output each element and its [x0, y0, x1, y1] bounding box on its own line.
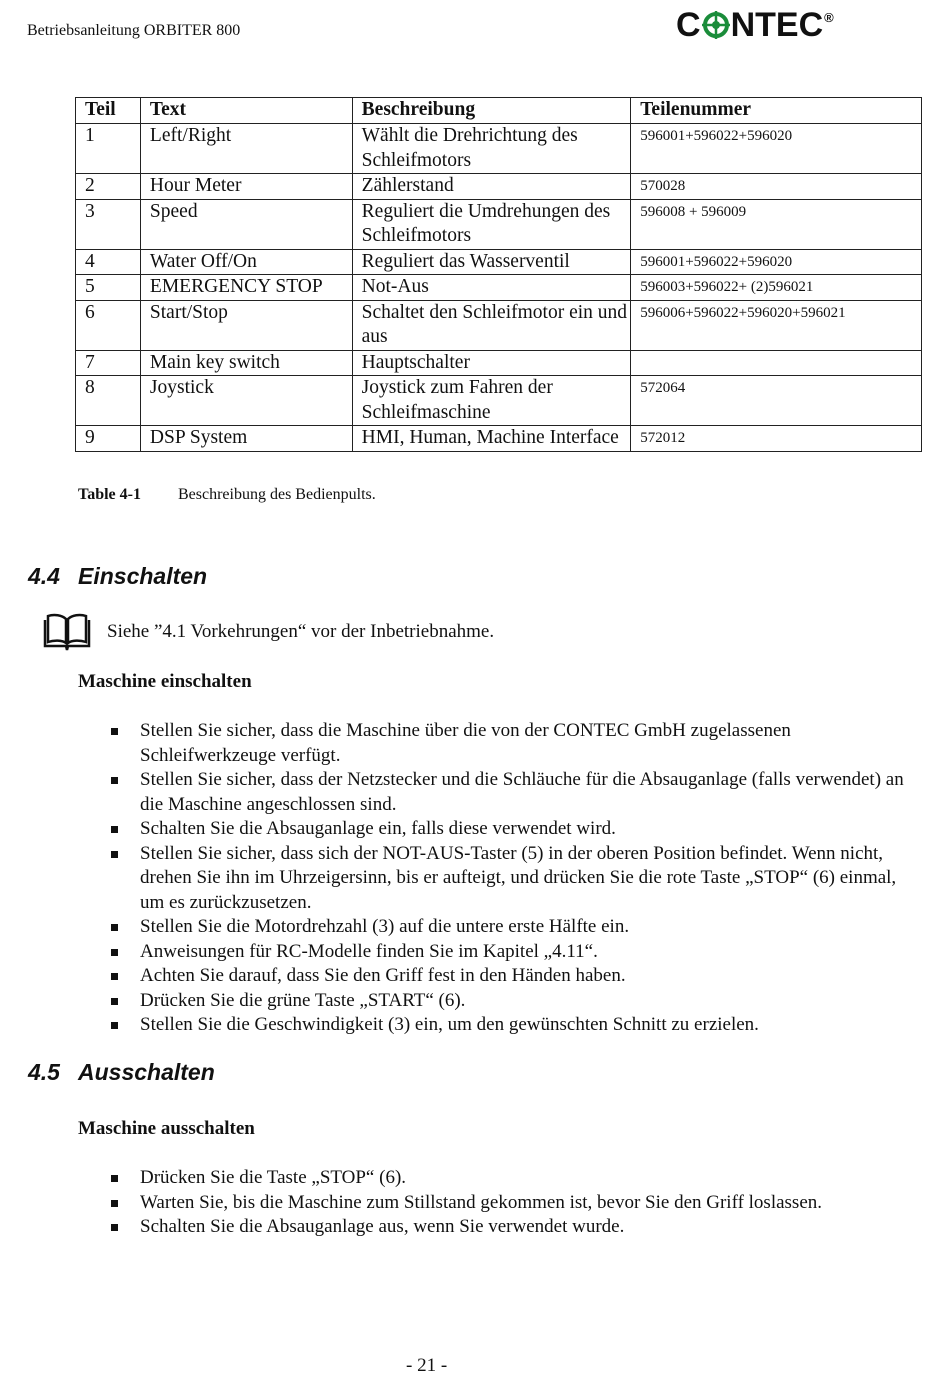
cell-text: Joystick: [140, 376, 352, 426]
list-item: Drücken Sie die grüne Taste „START“ (6).: [108, 989, 908, 1014]
table-row: [76, 350, 922, 376]
parts-table: [75, 97, 922, 452]
document-title: Betriebsanleitung ORBITER 800: [27, 22, 241, 39]
list-item: Anweisungen für RC-Modelle finden Sie im Kapitel „4.11“.: [108, 940, 908, 965]
cell-beschreibung: Wählt die Drehrichtung des Schleifmotors: [352, 124, 631, 174]
logo-crosshair-icon: [702, 9, 730, 37]
cell-teil: 7: [76, 350, 141, 376]
cell-teilenummer: 572012: [631, 426, 922, 452]
cell-text: Hour Meter: [140, 174, 352, 200]
cell-teilenummer: [631, 350, 922, 376]
cell-beschreibung: Joystick zum Fahren der Schleifmaschine: [352, 376, 631, 426]
cell-teil: 8: [76, 376, 141, 426]
table-row: [76, 275, 922, 301]
caption-label: Table 4-1: [78, 486, 141, 503]
list-item: Drücken Sie die Taste „STOP“ (6).: [108, 1166, 908, 1191]
list-item: Schalten Sie die Absauganlage aus, wenn Sie verwendet wurde.: [108, 1215, 908, 1240]
cell-teilenummer: 596003+596022+ (2)596021: [631, 275, 922, 301]
list-item: Achten Sie darauf, dass Sie den Griff fest in den Händen haben.: [108, 964, 908, 989]
cell-beschreibung: Schaltet den Schleifmotor ein und aus: [352, 300, 631, 350]
cell-teilenummer: 596006+596022+596020+596021: [631, 300, 922, 350]
cell-beschreibung: Reguliert das Wasserventil: [352, 249, 631, 275]
table-row: [76, 249, 922, 275]
header-text: Text: [140, 98, 352, 124]
list-item: Stellen Sie die Motordrehzahl (3) auf die untere erste Hälfte ein.: [108, 915, 908, 940]
logo-letters-ntec: NTEC: [730, 6, 824, 44]
section-title: Ausschalten: [78, 1059, 215, 1085]
table-row: [76, 174, 922, 200]
header-teil: Teil: [76, 98, 141, 124]
contec-logo: [676, 4, 836, 52]
section-heading-4-5: [28, 1059, 215, 1086]
subheading-maschine-einschalten: Maschine einschalten: [78, 671, 252, 692]
see-reference-note: Siehe ”4.1 Vorkehrungen“ vor der Inbetriebnahme.: [107, 621, 495, 642]
cell-teilenummer: 570028: [631, 174, 922, 200]
table-caption: [78, 486, 376, 504]
list-item: Stellen Sie die Geschwindigkeit (3) ein, um den gewünschten Schnitt zu erzielen.: [108, 1013, 908, 1038]
cell-beschreibung: Not-Aus: [352, 275, 631, 301]
section-number: 4.4: [28, 563, 60, 589]
cell-teil: 6: [76, 300, 141, 350]
list-item: Stellen Sie sicher, dass der Netzstecker und die Schläuche für die Absauganlage (falls verwendet) an die Maschine angeschlossen sind.: [108, 768, 908, 817]
header-teilenummer: Teilenummer: [631, 98, 922, 124]
section-heading-4-4: [28, 563, 207, 590]
list-item: Warten Sie, bis die Maschine zum Stillstand gekommen ist, bevor Sie den Griff loslassen.: [108, 1191, 908, 1216]
cell-teil: 1: [76, 124, 141, 174]
list-item: Schalten Sie die Absauganlage ein, falls diese verwendet wird.: [108, 817, 908, 842]
cell-teilenummer: 596001+596022+596020: [631, 124, 922, 174]
cell-text: Water Off/On: [140, 249, 352, 275]
cell-beschreibung: Hauptschalter: [352, 350, 631, 376]
logo-letter-c: C: [676, 6, 701, 44]
section-title: Einschalten: [78, 563, 208, 589]
cell-teil: 5: [76, 275, 141, 301]
cell-teil: 2: [76, 174, 141, 200]
table-row: [76, 426, 922, 452]
table-row: [76, 199, 922, 249]
table-row: [76, 300, 922, 350]
caption-text: Beschreibung des Bedienpults.: [178, 486, 376, 503]
section-number: 4.5: [28, 1059, 60, 1085]
cell-beschreibung: HMI, Human, Machine Interface: [352, 426, 631, 452]
cell-teil: 3: [76, 199, 141, 249]
page-number: - 21 -: [406, 1355, 448, 1376]
cell-text: Speed: [140, 199, 352, 249]
cell-teilenummer: 596008 + 596009: [631, 199, 922, 249]
subheading-maschine-ausschalten: Maschine ausschalten: [78, 1118, 255, 1139]
header-beschreibung: Beschreibung: [352, 98, 631, 124]
cell-beschreibung: Reguliert die Umdrehungen des Schleifmotors: [352, 199, 631, 249]
cell-text: DSP System: [140, 426, 352, 452]
cell-beschreibung: Zählerstand: [352, 174, 631, 200]
einschalten-steps: [108, 719, 908, 1038]
registered-mark: ®: [824, 10, 834, 25]
book-icon: [42, 612, 92, 654]
table-header-row: [76, 98, 922, 124]
cell-teilenummer: 572064: [631, 376, 922, 426]
list-item: Stellen Sie sicher, dass sich der NOT-AUS-Taster (5) in der oberen Position befindet. Wenn nicht, drehen Sie ihn im Uhrzeigersinn, bis er aufteigt, und drücken Sie die rote Taste „STOP“ (6) einmal, um es zurückzusetzen.: [108, 842, 908, 916]
ausschalten-steps: [108, 1166, 908, 1240]
cell-text: EMERGENCY STOP: [140, 275, 352, 301]
cell-text: Main key switch: [140, 350, 352, 376]
cell-teil: 9: [76, 426, 141, 452]
cell-teilenummer: 596001+596022+596020: [631, 249, 922, 275]
table-row: [76, 376, 922, 426]
list-item: Stellen Sie sicher, dass die Maschine über die von der CONTEC GmbH zugelassenen Schleifwerkzeuge verfügt.: [108, 719, 908, 768]
cell-text: Start/Stop: [140, 300, 352, 350]
table-row: [76, 124, 922, 174]
cell-text: Left/Right: [140, 124, 352, 174]
cell-teil: 4: [76, 249, 141, 275]
